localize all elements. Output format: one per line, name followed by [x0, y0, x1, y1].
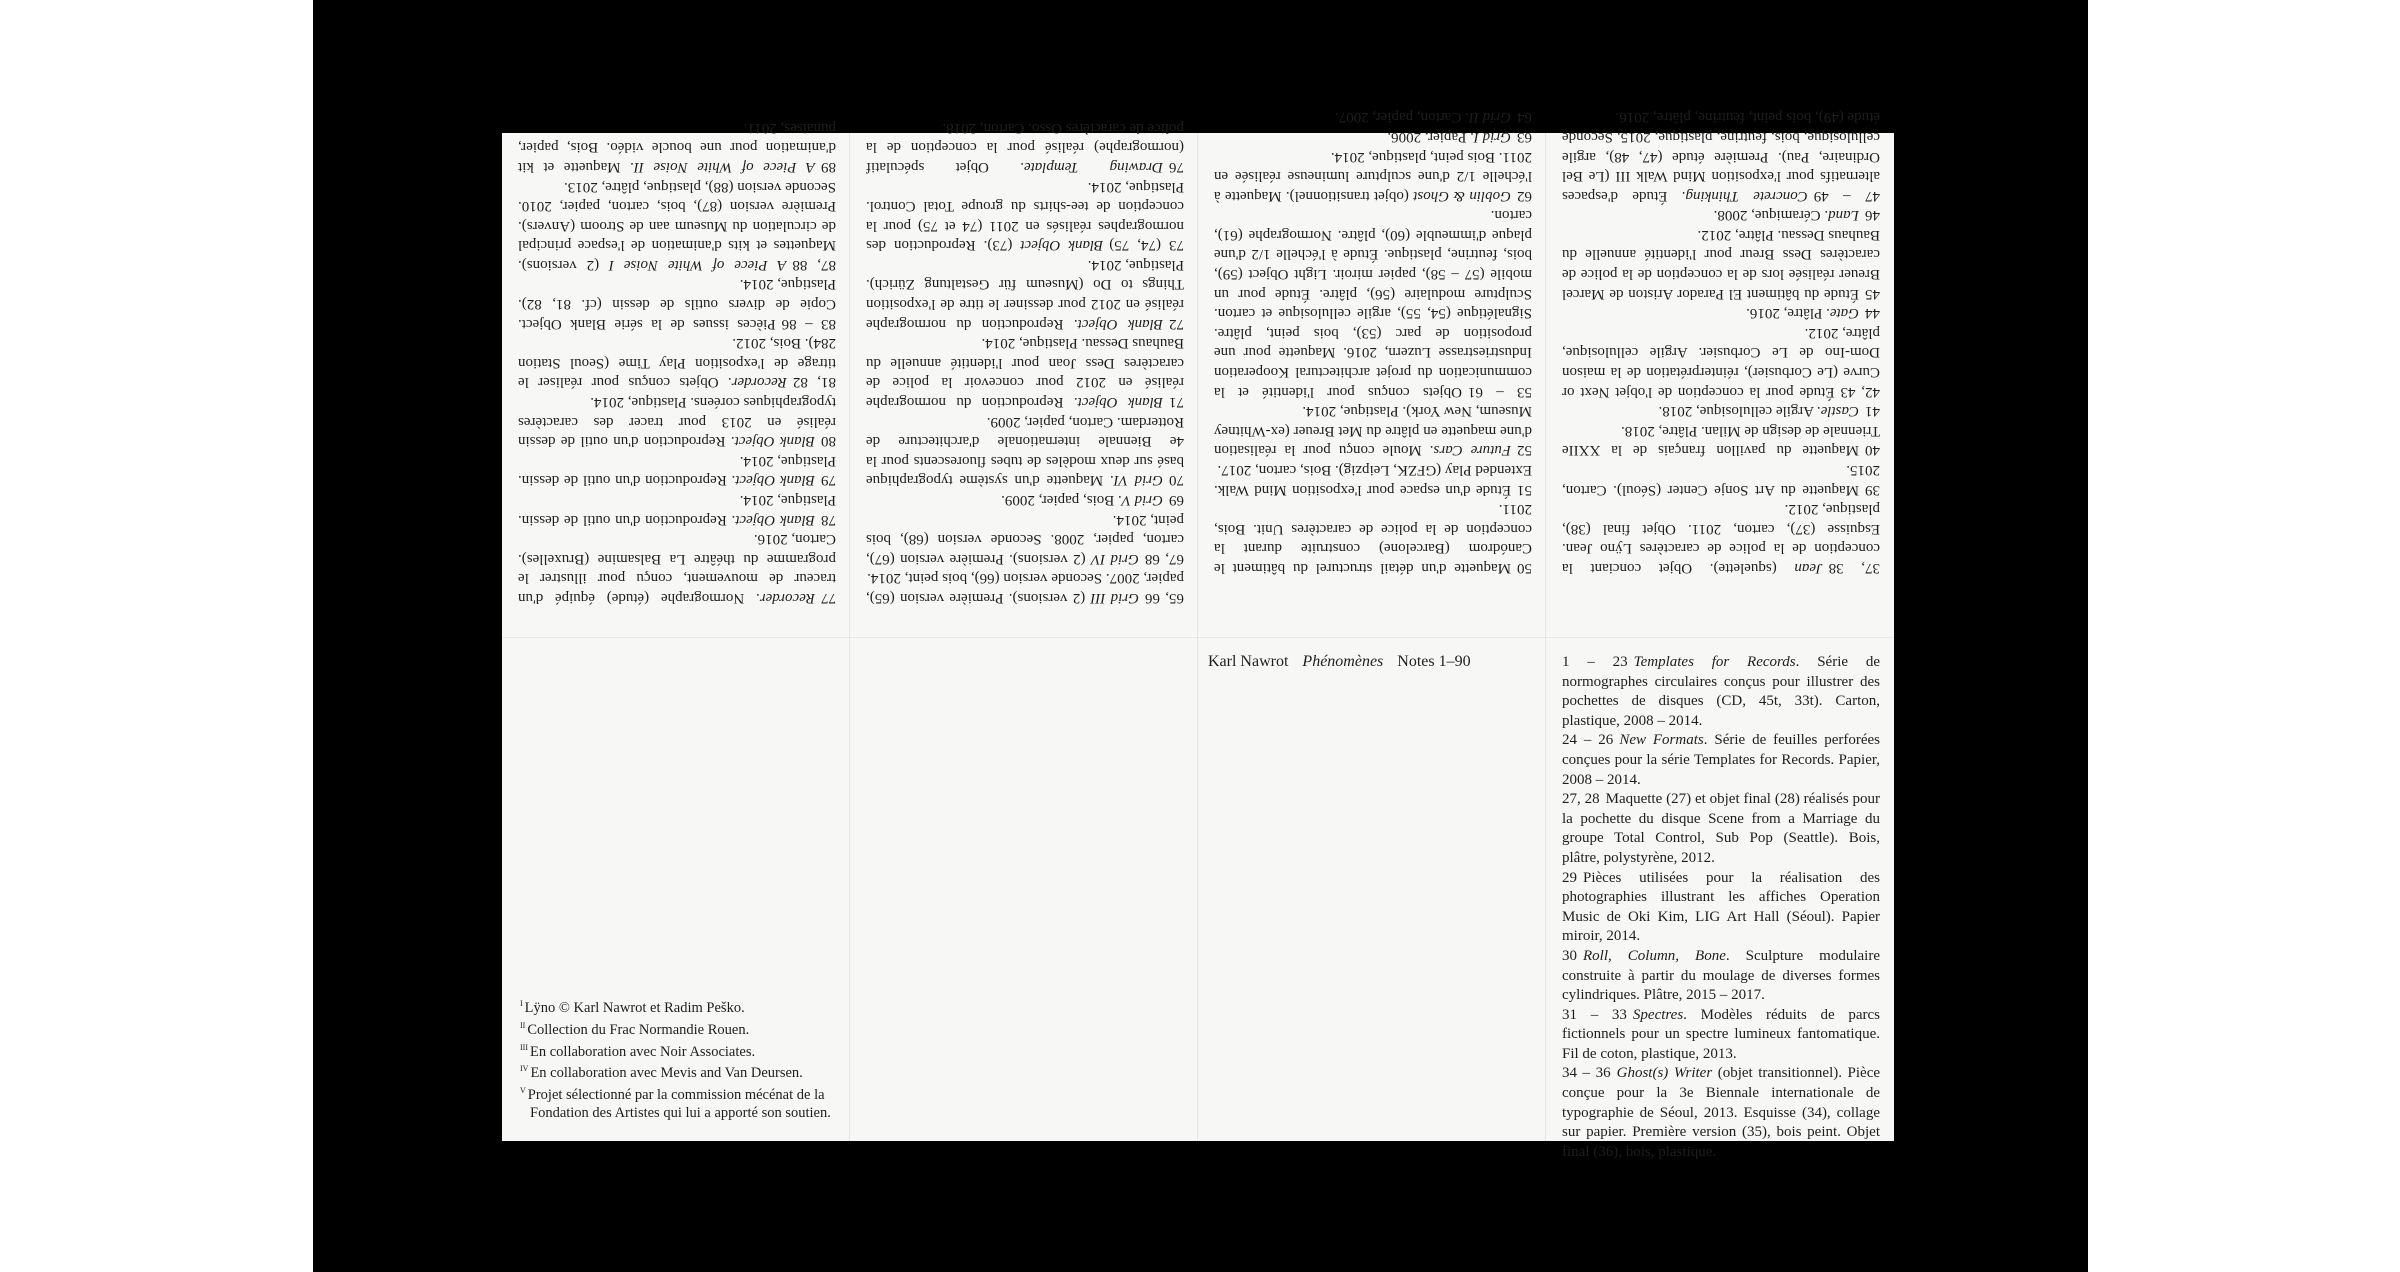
note-number: 31 – 33 [1562, 1006, 1627, 1023]
note-title: Concrete Thinking [1685, 187, 1808, 204]
footnote-text: En collaboration avec Noir Associates. [530, 1043, 756, 1060]
footnote-text: Projet sélectionné par la commission mécénat de la Fondation des Artistes qui lui a apporté son soutien. [527, 1087, 831, 1122]
footnote-mark: IV [520, 1064, 529, 1074]
note-text: Étude pour la conception de l'objet Next or Curve (Le Corbusier), réinterprétation de la maison Dom-Ino de Le Corbusier. Argile cellulosique, plâtre, 2012. [1562, 324, 1880, 400]
note-text: Maquette du pavillon français de la XXIIe Triennale de design de Milan. Plâtre, 2018. [1562, 422, 1880, 459]
note-item [518, 176, 836, 274]
front-notes-column [1562, 653, 1880, 1162]
note-number: 87, 88 [792, 256, 836, 273]
note-title: Grid V [1121, 492, 1163, 509]
note-text: Pièces utilisées pour la réalisation des photographies illustrant les affiches Operation Music de Oki Kim, LIG Art Hall (Séoul). Papier miroir, 2014. [1562, 869, 1880, 945]
note-text: . Série de normographes circulaires conçus pour illustrer des pochettes de disques (CD, 45t, 33t). Carton, plastique, 2008 – 2014. [1562, 654, 1880, 729]
footnote-text: Collection du Frac Normandie Rouen. [527, 1021, 750, 1038]
footnote-mark: I [520, 999, 523, 1008]
note-title: A Piece of White Noise I [608, 256, 787, 273]
note-number: 24 – 26 [1562, 732, 1614, 749]
note-text: . Maquette d'un système typographique basé sur deux modèles de tubes fluorescents pour la 4e Biennale internationale d'architecture de Rotterdam. Carton, papier, 2009. [866, 413, 1184, 489]
note-text: (2 versions). Première version (67), carton, papier, 2008. Seconde version (68), bois peint, 2014. [865, 511, 1184, 567]
note-number: 45 [1865, 285, 1880, 302]
note-text: . Reproduction du normographe réalisé en 2012 pour concevoir la police de caractères Dess Joan pour l'identité annuelle du Bauhaus Dessau. Plastique, 2014. [866, 335, 1184, 411]
author-name: Karl Nawrot [1208, 653, 1289, 670]
note-number: 81, 82 [792, 374, 836, 391]
note-title: A Piece of White Noise II [633, 158, 815, 175]
note-number: 1 – 23 [1562, 654, 1628, 670]
note-item [1562, 420, 1880, 459]
document-title: Phénomènes [1302, 653, 1384, 670]
note-text: . Modèles réduits de parcs fictionnels pour un spectre lumineux fantomatique. Fil de coton, plastique, 2013. [1562, 1006, 1881, 1062]
note-number: 77 [821, 590, 836, 606]
note-text: . Carton, papier, 2007. [1334, 109, 1469, 126]
note-title: New Formats [1619, 732, 1704, 749]
note-number: 41 [1865, 403, 1880, 420]
note-text: . Objet spéculatif (normographe) réalisé pour la conception de la police de caractères Osso. Carton, 2018. [866, 119, 1184, 175]
note-title: Goblin & Ghost [1413, 187, 1511, 204]
note-item [1562, 1064, 1880, 1162]
document-header [1208, 653, 1481, 671]
footnote-text: Lÿno © Karl Nawrot et Radim Peško. [524, 999, 745, 1016]
footnote-item [520, 995, 840, 1017]
note-number: 76 [1169, 158, 1184, 175]
note-number: 69 [1169, 492, 1184, 509]
note-text: (squelette). Objet conciant la conception de la police de caractères Lÿno Jean. Esquisse (37), carton, 2011. Objet final (38), plastique, 2012. [1561, 501, 1880, 576]
note-item [1562, 107, 1880, 205]
note-title: Blank Object [1077, 394, 1163, 411]
note-item [1562, 224, 1880, 302]
upside-panel-c [865, 119, 1184, 607]
fold-line [502, 637, 1894, 638]
note-title: Blank Object [735, 472, 815, 489]
note-text: Maquette d'un détail structurel du bâtiment le Canódrom (Barcelone) construite durant la conception de la police de caractères Unit. Bois, 2011. [1214, 501, 1532, 576]
note-text: . Bois, papier, 2009. [1001, 492, 1122, 509]
note-text: . Moule conçu pour la réalisation d'une maquette en plâtre du Met Breuer (ex-Whitney Museum, New York). Plastique, 2014. [1214, 403, 1532, 459]
footnote-mark: II [520, 1020, 526, 1030]
upside-panel-d [518, 119, 836, 607]
note-item [1562, 790, 1880, 868]
note-item [1562, 303, 1880, 323]
note-item [1562, 731, 1880, 790]
note-number: 30 [1562, 947, 1577, 964]
note-text: Étude d'un espace pour l'exposition Mind Walk. Extended Play (GFZK, Leipzig). Bois, carton, 2017. [1214, 462, 1532, 498]
note-title: Gate [1829, 305, 1859, 322]
note-title: Grid III [1090, 590, 1140, 606]
note-text: . Série de feuilles perforées conçues pour la série Templates for Records. Papier, 2008 – 2014. [1562, 732, 1880, 788]
note-number: 53 – 61 [1468, 383, 1532, 400]
note-number: 52 [1517, 442, 1532, 459]
note-item [1214, 107, 1532, 127]
note-number: 64 [1517, 109, 1532, 126]
note-text: Pièces issues de la série Blank Object. Copie de divers outils de dessin (cf. 81, 82). Plastique, 2014. [518, 276, 836, 332]
note-title: Recorder [731, 374, 787, 391]
note-item [1562, 205, 1880, 225]
note-number: 39 [1865, 481, 1880, 498]
note-item [1214, 499, 1532, 577]
note-number: 71 [1169, 394, 1184, 411]
note-text: . Objets conçus pour réaliser le titrage de l'exposition Play Time (Seoul Station 284). Bois, 2012. [518, 335, 836, 391]
upside-panel-a [1561, 109, 1880, 577]
note-number: 27, 28 [1562, 791, 1600, 808]
note-number: 70 [1169, 472, 1184, 489]
note-item [518, 274, 836, 333]
note-item [1562, 499, 1880, 577]
note-number: 78 [821, 511, 836, 528]
note-item [866, 254, 1184, 332]
note-number: 34 – 36 [1562, 1065, 1611, 1082]
note-item [866, 117, 1184, 176]
note-number: 29 [1562, 869, 1577, 886]
note-item [1562, 322, 1880, 400]
note-item [1562, 653, 1880, 731]
upside-panel-b [1214, 109, 1532, 577]
note-text: Objets conçus pour l'identité et la communication du projet architectural Kooperation Industriestrasse Luzern, 2016. Maquette pour une proposition de parc (53), bois peint, plâtre. Signalétique (54, 55), argile cellulosique et carton. Sculpture modulaire (56), plâtre. Étude pour un mobile (57 – 58), papier miroir. Light Object (59), bois, feutrine, plastique. Étude à l'échelle 1/2 d'une plaque d'immeuble (60), plâtre. Normographe (61), carton. [1214, 207, 1532, 400]
note-title: Recorder [759, 590, 815, 606]
note-number: 80 [821, 433, 836, 450]
note-text: . Étude d'espaces alternatifs pour l'exposition Mind Walk III (Le Bel Ordinaire, Pau). Première étude (47, 48), argile cellulosique, bois, feutrine, plastique, 2015. Seconde étude (49), bois peint, feutrine, plâtre, 2016. [1561, 109, 1880, 204]
note-item [518, 333, 836, 392]
note-title: Grid IV [1091, 550, 1139, 567]
note-title: Spectres [1632, 1006, 1684, 1023]
footnote-mark: III [520, 1042, 528, 1052]
note-title: Blank Object [734, 433, 815, 450]
note-item [1562, 401, 1880, 421]
note-title: Future Cars [1433, 442, 1511, 459]
note-title: Jean [1794, 560, 1823, 576]
note-text: . Sculpture modulaire construite à partir du moulage de diverses formes cylindriques. Plâtre, 2015 – 2017. [1562, 947, 1880, 1004]
note-title: Templates for Records [1633, 654, 1796, 670]
note-text: . Papier, 2006. [1387, 128, 1474, 145]
note-number: 37, 38 [1828, 560, 1880, 576]
note-title: Grid I [1473, 128, 1511, 145]
note-item [1214, 146, 1532, 205]
note-number: 65, 66 [1145, 590, 1184, 606]
note-item [1214, 126, 1532, 146]
note-number: 51 [1517, 481, 1532, 498]
note-item [518, 117, 836, 176]
note-number: 42, 43 [1840, 383, 1880, 400]
note-text: . Normographe (étude) équipé d'un traceur de mouvement, conçu pour illustrer le programme du théâtre La Balsamine (Bruxelles). Carton, 2016. [518, 531, 836, 606]
footnote-item [520, 1039, 840, 1061]
note-item [866, 411, 1184, 489]
note-number: 73 (74, 75) [1109, 237, 1184, 254]
note-item [866, 489, 1184, 509]
note-text: Maquette du Art Sonje Center (Séoul). Carton, 2015. [1562, 462, 1880, 498]
note-item [866, 509, 1184, 568]
notes-range: Notes 1–90 [1397, 653, 1471, 670]
note-title: Drawing Template [1023, 158, 1163, 175]
note-text: Étude du bâtiment El Parador Ariston de Marcel Breuer réalisée lors de la conception de la police de caractères Dess Breur pour l'identité annuelle du Bauhaus Dessau. Plâtre, 2012. [1562, 226, 1880, 302]
note-item [1214, 459, 1532, 498]
note-text: . Reproduction du normographe réalisé en 2012 pour dessiner le titre de l'exposition Things to Do (Museum für Gestaltung Zürich). Plastique, 2014. [866, 256, 1184, 332]
note-text: . Argile cellulosique, 2018. [1658, 403, 1821, 420]
note-item [866, 568, 1184, 607]
note-text: (73). Reproduction des normographes réalisés en 2011 (74 et 75) pour la conception de tee-shirts du groupe Total Control. Plastique, 2014. [866, 178, 1184, 254]
note-item [518, 489, 836, 528]
footnote-text: En collaboration avec Mevis and Van Deursen. [530, 1065, 803, 1082]
note-item [866, 176, 1184, 254]
note-number: 89 [821, 158, 836, 175]
note-item [1214, 401, 1532, 460]
note-title: Roll, Column, Bone [1583, 947, 1726, 964]
note-text: . Reproduction d'un outil de dessin. Plastique, 2014. [518, 492, 836, 528]
note-number: 83 – 86 [781, 315, 836, 332]
note-item [866, 333, 1184, 411]
note-text: . Plâtre, 2016. [1746, 305, 1830, 322]
note-text: (2 versions). Première version (65), papier, 2007. Seconde version (66), bois peint, 2014. [866, 570, 1184, 606]
note-number: 79 [821, 472, 836, 489]
note-title: Blank Object [1020, 237, 1104, 254]
note-title: Grid II [1468, 109, 1511, 126]
footnote-item [520, 1017, 840, 1039]
note-item [1562, 459, 1880, 498]
footnote-item [520, 1082, 840, 1122]
note-item [1214, 205, 1532, 401]
note-title: Land [1828, 207, 1859, 224]
note-item [518, 391, 836, 450]
note-text: Maquette (27) et objet final (28) réalisés pour la pochette du disque Scene from a Marriage du groupe Total Control, Sub Pop (Seattle). Bois, plâtre, polystyrène, 2012. [1562, 791, 1881, 866]
note-item [1562, 869, 1880, 947]
note-item [1562, 1006, 1880, 1065]
note-text: (objet transitionnel). Maquette à l'échelle 1/2 d'une sculpture lumineuse réalisée en 2011. Bois peint, plastique, 2014. [1214, 148, 1532, 204]
note-number: 72 [1169, 315, 1184, 332]
note-title: Ghost(s) Writer [1616, 1065, 1713, 1082]
note-text: . Reproduction d'un outil de dessin. Plastique, 2014. [518, 452, 836, 489]
document-sheet [502, 109, 1894, 1160]
note-item [518, 529, 836, 607]
note-title: Blank Object [1077, 315, 1163, 332]
note-number: 47 – 49 [1813, 187, 1880, 204]
note-text: . Céramique, 2008. [1713, 207, 1829, 224]
note-title: Castle [1820, 403, 1859, 420]
note-number: 67, 68 [1144, 550, 1184, 567]
note-number: 62 [1517, 187, 1532, 204]
note-number: 40 [1865, 442, 1880, 459]
note-text: . Maquette et kit d'animation pour une boucle vidéo. Bois, papier, punaises, 2011. [518, 119, 836, 175]
note-text: (2 versions). Maquettes et kits d'animation de l'espace principal de circulation du Museum aan de Stroom (Anvers). Première version (87), bois, carton, papier, 2010. Seconde version (88), plastique, plâtre, 2013. [518, 178, 836, 273]
note-item [1562, 947, 1880, 1006]
footnote-item [520, 1060, 840, 1082]
footnote-mark: V [520, 1086, 526, 1096]
note-number: 46 [1865, 207, 1880, 224]
note-item [518, 450, 836, 489]
note-title: Grid VI [1113, 472, 1163, 489]
footnotes [520, 995, 840, 1122]
note-text: (objet transitionnel). Pièce conçue pour la 3e Biennale internationale de typographie de Séoul, 2013. Esquisse (34), collage sur papier. Première version (35), bois peint. Objet final (36), bois, plastique. [1562, 1065, 1881, 1160]
note-number: 63 [1517, 128, 1532, 145]
note-number: 50 [1517, 560, 1532, 576]
note-text: . Reproduction d'un outil de dessin réalisé en 2013 pour tracer des caractères typographiques coréens. Plastique, 2014. [518, 394, 836, 450]
note-number: 44 [1865, 305, 1880, 322]
note-title: Blank Object [735, 511, 815, 528]
